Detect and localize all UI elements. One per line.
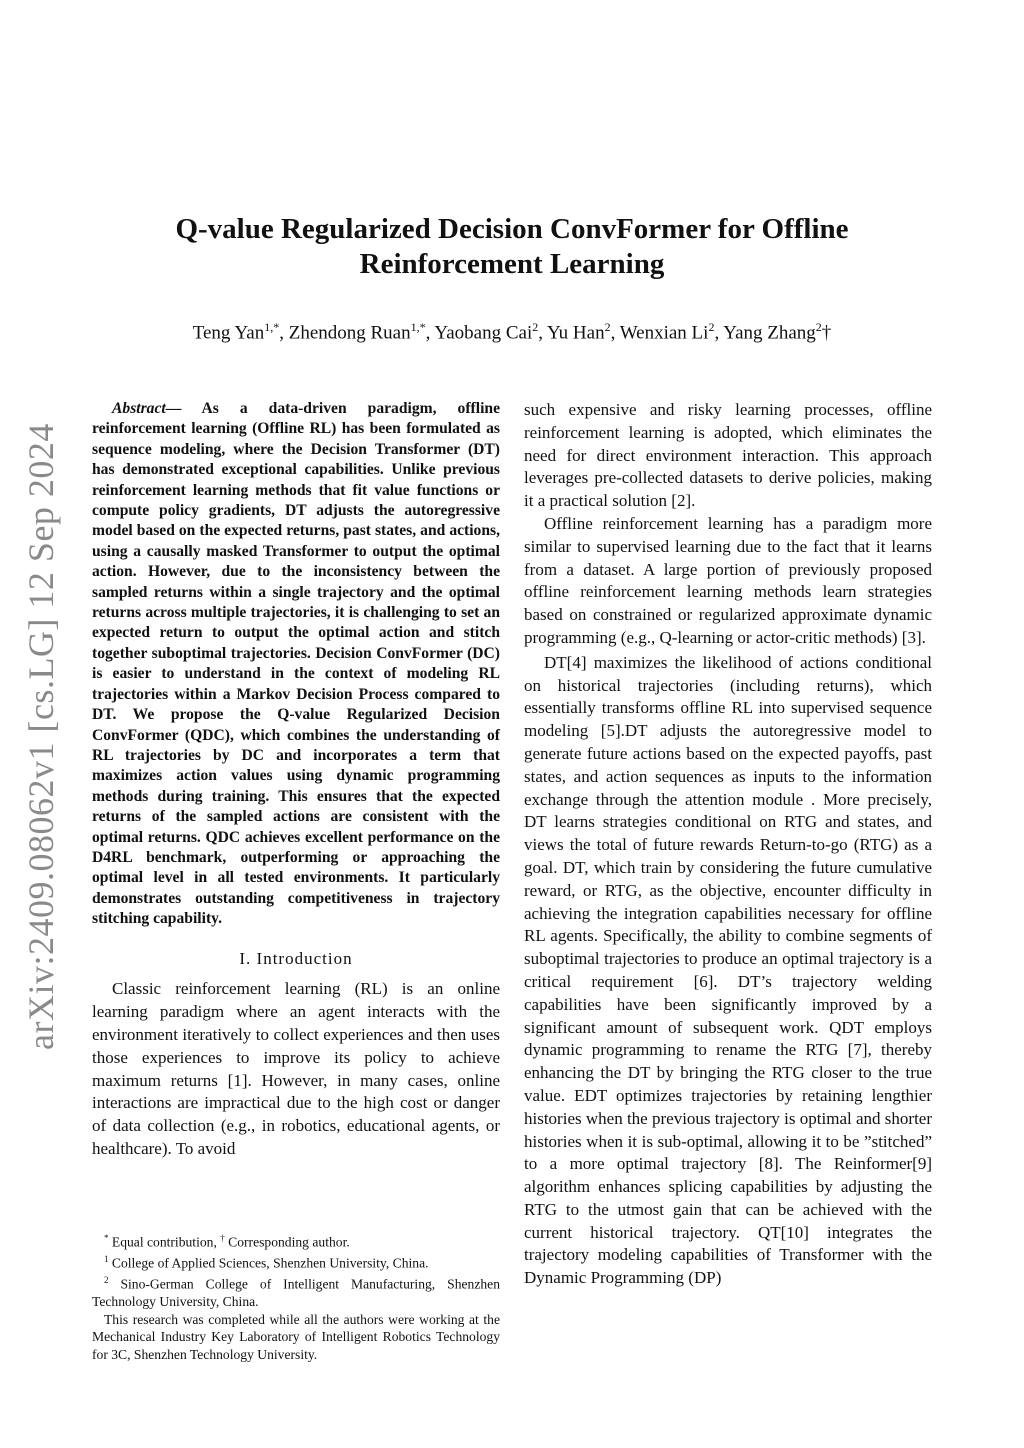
corresponding-mark: † [821,322,832,344]
author-affiliation: 1,* [264,320,280,334]
paper-title: Q-value Regularized Decision ConvFormer for Offline Reinforcement Learning [175,213,849,280]
author-affiliation: 2 [708,320,715,334]
left-column [92,399,500,1161]
footnote-mark: 1 [104,1254,109,1265]
footnote-text: College of Applied Sciences, Shenzhen University, China. [108,1255,429,1271]
author-affiliation: 2 [532,320,539,334]
author-affiliation: 2 [604,320,611,334]
arxiv-identifier: arXiv:2409.08062v1 [cs.LG] 12 Sep 2024 [21,423,61,1050]
author-affiliation: 1,* [410,320,426,334]
footnote-text: Corresponding author. [224,1234,350,1250]
footnote-equal-contribution [92,1230,500,1251]
abstract-label: Abstract [112,400,166,417]
footnotes [92,1230,500,1363]
intro-paragraph: Classic reinforcement learning (RL) is an online learning paradigm where an agent interacts with the environment iteratively to collect experiences and then uses those experiences to improve its policy to achieve maximum returns [1]. However, in many cases, online interactions are impractical due to the high cost or danger of data collection (e.g., in robotics, educational agents, or healthcare). To avoid [92,979,500,1158]
footnote-mark: * [104,1233,109,1243]
footnote-research-note: This research was completed while all the authors were working at the Mechanical Industry Key Laboratory of Intelligent Robotics Technology for 3C, Shenzhen Technology University. [92,1311,500,1362]
abstract [92,399,500,930]
author-name: Zhendong Ruan [288,322,411,344]
footnote-mark: 2 [104,1275,109,1286]
footnote-text: Sino-German College of Intelligent Manufacturing, Shenzhen Technology University, China. [92,1276,500,1310]
footnote-affiliation-1 [92,1251,500,1272]
abstract-dash: — [165,400,202,417]
author-name: Teng Yan [192,322,265,344]
footnote-affiliation-2 [92,1272,500,1311]
body-paragraph: DT[4] maximizes the likelihood of actions conditional on historical trajectories (including returns), which essentially transforms offline RL into supervised sequence modeling [5].DT adjusts the autoregressive model to generate future actions based on the expected payoffs, past states, and action sequences as inputs to the information exchange through the attention module . More precisely, DT learns strategies conditional on RTG and states, and views the total of future rewards Return-to-go (RTG) as a goal. DT, which train by considering the future cumulative reward, or RTG, as the objective, encounter difficulty in achieving the integration capabilities necessary for offline RL agents. Specifically, the ability to combine segments of suboptimal trajectories to produce an optimal trajectory is a critical requirement [6]. DT’s trajectory welding capabilities have been significantly improved by a significant amount of subsequent work. QDT employs dynamic programming to rename the RTG [7], thereby enhancing the DT by bringing the RTG closer to the true value. EDT optimizes trajectories by retaining lengthier histories when the previous trajectory is optimal and shorter histories when it is sub-optimal, allowing it to be ”stitched” to a more optimal trajectory [8]. The Reinformer[9] algorithm enhances splicing capabilities by adjusting the RTG to the utmost gain that can be achieved with the current historical trajectory. QT[10] integrates the trajectory modeling capabilities of Transformer with the Dynamic Programming (DP) [524,652,932,1288]
author-list: Teng Yan$^{1,*}$, Zhendong Ruan$^{1,*}$, Yaobang Cai$^2$, Yu Han$^2$, Wenxian Li$^2$, Yang Zhang$^2$† [192,320,832,344]
abstract-text: As a data-driven paradigm, offline reinforcement learning (Offline RL) has been formulated as sequence modeling, where the Decision Transformer (DT) has demonstrated exceptional capabilities. Unlike previous reinforcement learning methods that fit value functions or compute policy gradients, DT adjusts the autoregressive model based on the expected returns, past states, and actions, using a causally masked Transformer to output the optimal action. However, due to the inconsistency between the sampled returns within a single trajectory and the optimal returns across multiple trajectories, it is challenging to set an expected return to output the optimal action and stitch together suboptimal trajectories. Decision ConvFormer (DC) is easier to understand in the context of modeling RL trajectories within a Markov Decision Process compared to DT. We propose the Q-value Regularized Decision ConvFormer (QDC), which combines the understanding of RL trajectories by DC and incorporates a term that maximizes action values using dynamic programming methods during training. This ensures that the expected returns of the sampled actions are consistent with the optimal returns. QDC achieves excellent performance on the D4RL benchmark, outperforming or approaching the optimal level in all tested environments. It particularly demonstrates outstanding competitiveness in trajectory stitching capability. [92,400,500,928]
section-heading: I. Introduction [239,948,353,968]
footnote-text: Equal contribution, [108,1234,221,1250]
footnote-mark: † [220,1233,225,1243]
author-name: Yaobang Cai [434,322,533,344]
author-affiliation: 2 [815,320,822,334]
right-column [524,399,932,1290]
body-paragraph: Offline reinforcement learning has a paradigm more similar to supervised learning due to the fact that it learns from a dataset. A large portion of previously proposed offline reinforcement learning methods learn strategies based on constrained or regularized approximate dynamic programming (e.g., Q-learning or actor-critic methods) [3]. [524,513,932,647]
author-name: Wenxian Li [619,322,709,344]
author-name: Yu Han [547,322,605,344]
author-name: Yang Zhang [723,322,816,344]
body-paragraph: such expensive and risky learning processes, offline reinforcement learning is adopted, which eliminates the need for direct environment interaction. This approach leverages pre-collected datasets to derive policies, making it a practical solution [2]. [524,400,932,511]
